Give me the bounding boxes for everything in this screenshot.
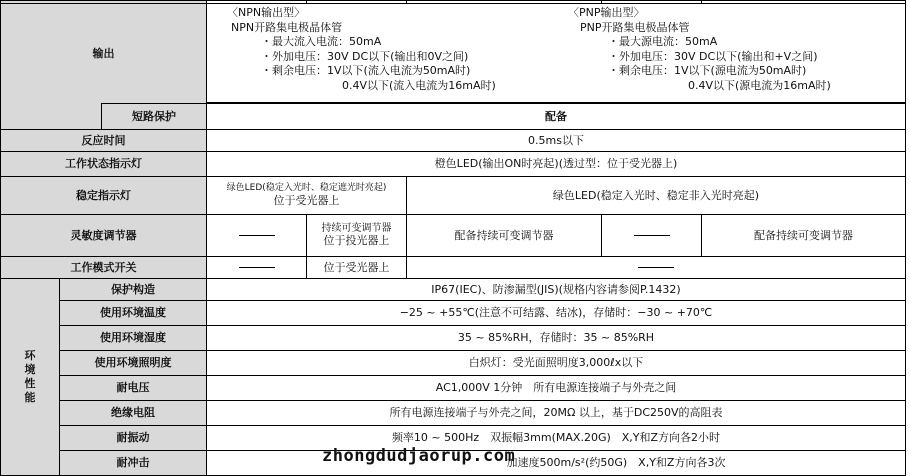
- short-circuit-label: 短路保护: [102, 103, 207, 130]
- env-char-3: 性: [24, 377, 36, 390]
- stability-left-line1: 绿色LED(稳定入光时、稳定遮光时亮起): [226, 183, 387, 193]
- vibration-label: 耐振动: [60, 426, 207, 451]
- stability-indicator-left: [207, 177, 407, 215]
- pnp-line-5: ・剩余电压：1V以下(源电流为50mA时): [608, 64, 807, 77]
- dash-mark: [638, 267, 674, 268]
- output-pnp-spec: [556, 4, 906, 103]
- env-char-1: 环: [24, 349, 36, 362]
- operation-mode-col1-none: [207, 257, 307, 279]
- operation-indicator-value: 橙色LED(输出ON时亮起)(透过型：位于受光器上): [207, 152, 906, 177]
- sensitivity-label: 灵敏度调节器: [0, 215, 207, 257]
- npn-line-2: NPN开路集电极晶体管: [231, 20, 343, 34]
- insulation-label: 绝缘电阻: [60, 401, 207, 426]
- voltage-withstand-value: AC1,000V 1分钟 所有电源连接端子与外壳之间: [207, 376, 906, 401]
- dash-mark: [239, 235, 275, 236]
- stability-left-line2: 位于受光器上: [273, 194, 340, 207]
- temperature-value: −25 ~ +55℃(注意不可结露、结冰)，存储时：−30 ~ +70℃: [207, 301, 906, 326]
- sensitivity-col4-none: [602, 215, 702, 257]
- shock-value-text: 加速度500m/s²(约50G) X,Y和Z方向各3次: [506, 456, 726, 469]
- humidity-value: 35 ~ 85%RH，存储时：35 ~ 85%RH: [207, 326, 906, 351]
- operation-indicator-label: 工作状态指示灯: [0, 152, 207, 177]
- stability-indicator-label: 稳定指示灯: [0, 177, 207, 215]
- operation-mode-label: 工作模式开关: [0, 257, 207, 279]
- env-char-2: 境: [24, 363, 36, 376]
- pnp-line-2: PNP开路集电极晶体管: [580, 20, 690, 34]
- vibration-value: 频率10 ~ 500Hz 双振幅3mm(MAX.20G) X,Y和Z方向各2小时: [207, 426, 906, 451]
- pnp-line-6: 0.4V以下(源电流为16mA时): [688, 78, 831, 92]
- output-label: 输出: [0, 4, 207, 103]
- protection-label: 保护构造: [60, 279, 207, 301]
- npn-line-4: ・外加电压：30V DC以下(输出和0V之间): [261, 49, 469, 63]
- shock-label: 耐冲击: [60, 451, 207, 476]
- site-watermark: zhongdudjaorup.com: [322, 446, 516, 466]
- response-time-label: 反应时间: [0, 130, 207, 152]
- dash-mark: [634, 235, 670, 236]
- environment-label: [0, 279, 60, 476]
- illuminance-value: 白炽灯：受光面照明度3,000ℓx以下: [207, 351, 906, 376]
- response-time-value: 0.5ms以下: [207, 130, 906, 152]
- env-char-4: 能: [24, 391, 36, 404]
- temperature-label: 使用环境温度: [60, 301, 207, 326]
- short-circuit-value: 配备: [207, 103, 906, 130]
- pnp-line-1: 〈PNP输出型〉: [568, 6, 645, 19]
- shock-value: [207, 451, 906, 476]
- pnp-line-3: ・最大源电流：50mA: [608, 35, 718, 48]
- sensitivity-col2-line1: 持续可变调节器: [321, 223, 392, 234]
- output-npn-spec: [207, 4, 556, 103]
- npn-line-6: 0.4V以下(流入电流为16mA时): [342, 78, 496, 92]
- protection-value: IP67(IEC)、防渗漏型(JIS)(规格内容请参阅P.1432): [207, 279, 906, 301]
- npn-line-3: ・最大流入电流：50mA: [261, 35, 382, 48]
- sensitivity-col2: [307, 215, 407, 257]
- insulation-value: 所有电源连接端子与外壳之间，20MΩ 以上，基于DC250V的高阻表: [207, 401, 906, 426]
- npn-line-1: 〈NPN输出型〉: [227, 6, 306, 19]
- sensitivity-col2-line2: 位于投光器上: [323, 234, 390, 247]
- short-circuit-indent: [0, 103, 102, 130]
- voltage-withstand-label: 耐电压: [60, 376, 207, 401]
- dash-mark: [239, 267, 275, 268]
- stability-indicator-right: 绿色LED(稳定入光时、稳定非入光时亮起): [407, 177, 906, 215]
- humidity-label: 使用环境湿度: [60, 326, 207, 351]
- operation-mode-rest-none: [407, 257, 906, 279]
- sensitivity-col3: 配备持续可变调节器: [407, 215, 602, 257]
- npn-line-5: ・剩余电压：1V以下(流入电流为50mA时): [261, 64, 471, 77]
- sensitivity-col1-none: [207, 215, 307, 257]
- sensitivity-col5: 配备持续可变调节器: [702, 215, 906, 257]
- operation-mode-col2: 位于受光器上: [307, 257, 407, 279]
- pnp-line-4: ・外加电压：30V DC以下(输出和+V之间): [608, 49, 818, 63]
- illuminance-label: 使用环境照明度: [60, 351, 207, 376]
